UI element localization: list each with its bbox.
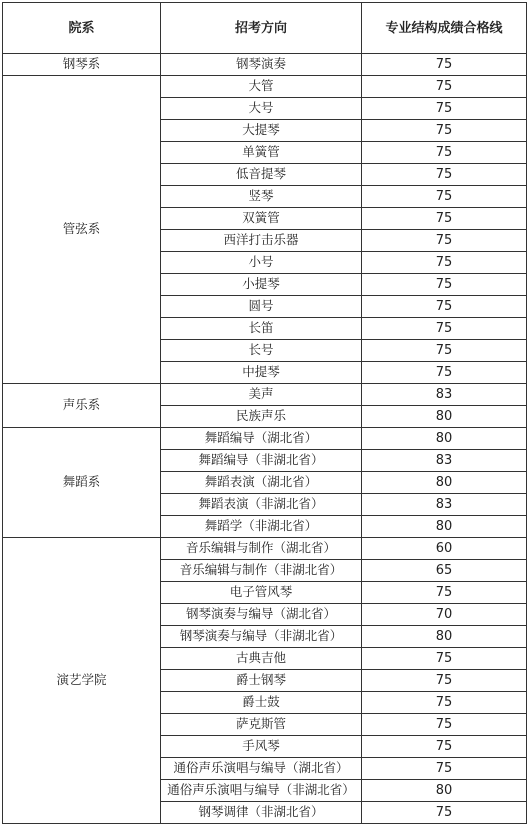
- direction-cell: 钢琴调律（非湖北省）: [161, 802, 362, 824]
- direction-cell: 西洋打击乐器: [161, 230, 362, 252]
- direction-cell: 低音提琴: [161, 164, 362, 186]
- score-cell: 75: [362, 758, 527, 780]
- score-cell: 83: [362, 450, 527, 472]
- direction-cell: 古典吉他: [161, 648, 362, 670]
- score-cell: 75: [362, 76, 527, 98]
- direction-cell: 大管: [161, 76, 362, 98]
- score-cell: 75: [362, 186, 527, 208]
- direction-cell: 手风琴: [161, 736, 362, 758]
- score-cell: 80: [362, 472, 527, 494]
- direction-cell: 大号: [161, 98, 362, 120]
- direction-cell: 通俗声乐演唱与编导（非湖北省）: [161, 780, 362, 802]
- score-cell: 70: [362, 604, 527, 626]
- score-cell: 75: [362, 164, 527, 186]
- direction-cell: 通俗声乐演唱与编导（湖北省）: [161, 758, 362, 780]
- score-cell: 75: [362, 252, 527, 274]
- score-cell: 83: [362, 494, 527, 516]
- score-table: [2, 2, 527, 824]
- table-header: [3, 3, 527, 54]
- direction-cell: 舞蹈学（非湖北省）: [161, 516, 362, 538]
- direction-cell: 双簧管: [161, 208, 362, 230]
- direction-cell: 美声: [161, 384, 362, 406]
- direction-cell: 大提琴: [161, 120, 362, 142]
- dept-cell: 演艺学院: [3, 538, 161, 824]
- score-cell: 75: [362, 142, 527, 164]
- score-cell: 75: [362, 98, 527, 120]
- header-row: [3, 3, 527, 54]
- score-cell: 75: [362, 120, 527, 142]
- header-dept: 院系: [3, 3, 161, 54]
- score-cell: 75: [362, 582, 527, 604]
- direction-cell: 舞蹈编导（非湖北省）: [161, 450, 362, 472]
- score-cell: 75: [362, 362, 527, 384]
- direction-cell: 长笛: [161, 318, 362, 340]
- direction-cell: 爵士钢琴: [161, 670, 362, 692]
- score-cell: 75: [362, 802, 527, 824]
- table-body: [3, 54, 527, 824]
- score-cell: 75: [362, 670, 527, 692]
- score-cell: 75: [362, 648, 527, 670]
- dept-cell: 舞蹈系: [3, 428, 161, 538]
- score-cell: 75: [362, 340, 527, 362]
- score-cell: 75: [362, 318, 527, 340]
- table-row: [3, 54, 527, 76]
- direction-cell: 中提琴: [161, 362, 362, 384]
- direction-cell: 民族声乐: [161, 406, 362, 428]
- direction-cell: 单簧管: [161, 142, 362, 164]
- direction-cell: 舞蹈编导（湖北省）: [161, 428, 362, 450]
- score-cell: 60: [362, 538, 527, 560]
- direction-cell: 电子管风琴: [161, 582, 362, 604]
- dept-cell: 声乐系: [3, 384, 161, 428]
- direction-cell: 小号: [161, 252, 362, 274]
- direction-cell: 爵士鼓: [161, 692, 362, 714]
- score-cell: 75: [362, 54, 527, 76]
- score-cell: 75: [362, 208, 527, 230]
- score-cell: 75: [362, 274, 527, 296]
- direction-cell: 小提琴: [161, 274, 362, 296]
- score-cell: 80: [362, 406, 527, 428]
- score-cell: 83: [362, 384, 527, 406]
- dept-cell: 钢琴系: [3, 54, 161, 76]
- table-row: [3, 76, 527, 98]
- dept-cell: 管弦系: [3, 76, 161, 384]
- score-cell: 75: [362, 296, 527, 318]
- direction-cell: 音乐编辑与制作（非湖北省）: [161, 560, 362, 582]
- direction-cell: 圆号: [161, 296, 362, 318]
- direction-cell: 舞蹈表演（非湖北省）: [161, 494, 362, 516]
- header-direction: 招考方向: [161, 3, 362, 54]
- direction-cell: 舞蹈表演（湖北省）: [161, 472, 362, 494]
- direction-cell: 钢琴演奏: [161, 54, 362, 76]
- score-cell: 75: [362, 714, 527, 736]
- score-cell: 80: [362, 516, 527, 538]
- direction-cell: 钢琴演奏与编导（非湖北省）: [161, 626, 362, 648]
- score-cell: 80: [362, 428, 527, 450]
- direction-cell: 音乐编辑与制作（湖北省）: [161, 538, 362, 560]
- table-row: [3, 538, 527, 560]
- direction-cell: 钢琴演奏与编导（湖北省）: [161, 604, 362, 626]
- score-cell: 80: [362, 626, 527, 648]
- direction-cell: 萨克斯管: [161, 714, 362, 736]
- header-score: 专业结构成绩合格线: [362, 3, 527, 54]
- score-cell: 65: [362, 560, 527, 582]
- direction-cell: 长号: [161, 340, 362, 362]
- direction-cell: 竖琴: [161, 186, 362, 208]
- table-row: [3, 384, 527, 406]
- table-row: [3, 428, 527, 450]
- score-cell: 80: [362, 780, 527, 802]
- score-cell: 75: [362, 230, 527, 252]
- score-cell: 75: [362, 692, 527, 714]
- score-cell: 75: [362, 736, 527, 758]
